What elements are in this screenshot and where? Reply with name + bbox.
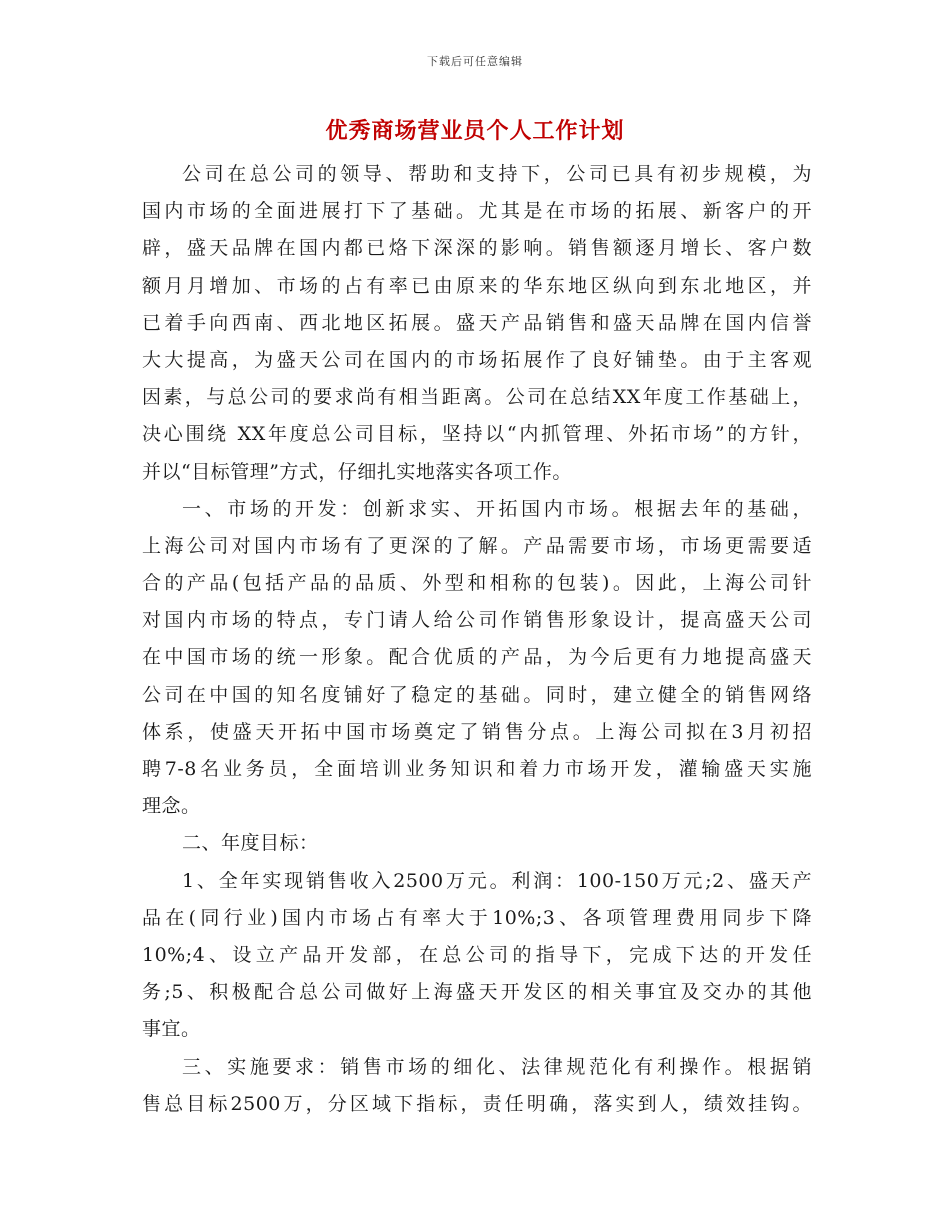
text-line: 一、市场的开发：创新求实、开拓国内市场。根据去年的基础， bbox=[182, 497, 812, 520]
text-line: 对国内市场的特点，专门请人给公司作销售形象设计，提高盛天公司 bbox=[142, 609, 812, 632]
header-note: 下载后可任意编辑 bbox=[427, 55, 523, 68]
text-line: 售总目标2500万，分区域下指标，责任明确，落实到人，绩效挂钩。 bbox=[142, 1092, 812, 1115]
text-line: 并以“目标管理”方式，仔细扎实地落实各项工作。 bbox=[142, 460, 572, 483]
text-line: 事宜。 bbox=[142, 1018, 201, 1041]
text-line: 上海公司对国内市场有了更深的了解。产品需要市场，市场更需要适 bbox=[142, 534, 812, 557]
text-line: 10%;4、设立产品开发部，在总公司的指导下，完成下达的开发任 bbox=[142, 943, 812, 966]
text-line: 额月月增加、市场的占有率已由原来的华东地区纵向到东北地区，并 bbox=[142, 274, 812, 297]
text-line: 公司在总公司的领导、帮助和支持下，公司已具有初步规模，为 bbox=[182, 163, 812, 185]
document-title: 优秀商场营业员个人工作计划 bbox=[325, 118, 625, 144]
text-line: 决心围绕 XX年度总公司目标，坚持以“内抓管理、外拓市场”的方针， bbox=[142, 423, 812, 446]
text-line: 公司在中国的知名度铺好了稳定的基础。同时，建立健全的销售网络 bbox=[142, 683, 812, 706]
document-body bbox=[142, 156, 812, 1123]
text-line: 因素，与总公司的要求尚有相当距离。公司在总结XX年度工作基础上， bbox=[142, 386, 812, 409]
text-line: 辟，盛天品牌在国内都已烙下深深的影响。销售额逐月增长、客户数 bbox=[142, 237, 812, 260]
text-line: 品在(同行业)国内市场占有率大于10%;3、各项管理费用同步下降 bbox=[142, 906, 812, 929]
text-line: 务;5、积极配合总公司做好上海盛天开发区的相关事宜及交办的其他 bbox=[142, 981, 812, 1004]
text-line: 二、年度目标： bbox=[182, 832, 319, 855]
text-line: 合的产品(包括产品的品质、外型和相称的包装)。因此，上海公司针 bbox=[142, 572, 812, 595]
text-line: 1、全年实现销售收入2500万元。利润：100-150万元;2、盛天产 bbox=[182, 869, 812, 892]
text-line: 体系，使盛天开拓中国市场奠定了销售分点。上海公司拟在3月初招 bbox=[142, 720, 812, 743]
text-line: 大大提高，为盛天公司在国内的市场拓展作了良好铺垫。由于主客观 bbox=[142, 348, 812, 371]
text-line: 在中国市场的统一形象。配合优质的产品，为今后更有力地提高盛天 bbox=[142, 646, 812, 669]
text-line: 聘7-8名业务员，全面培训业务知识和着力市场开发，灌输盛天实施 bbox=[142, 758, 812, 780]
text-line: 三、实施要求：销售市场的细化、法律规范化有利操作。根据销 bbox=[182, 1055, 812, 1078]
text-line: 理念。 bbox=[142, 795, 201, 818]
text-line: 国内市场的全面进展打下了基础。尤其是在市场的拓展、新客户的开 bbox=[142, 200, 812, 223]
text-line: 已着手向西南、西北地区拓展。盛天产品销售和盛天品牌在国内信誉 bbox=[142, 311, 812, 334]
